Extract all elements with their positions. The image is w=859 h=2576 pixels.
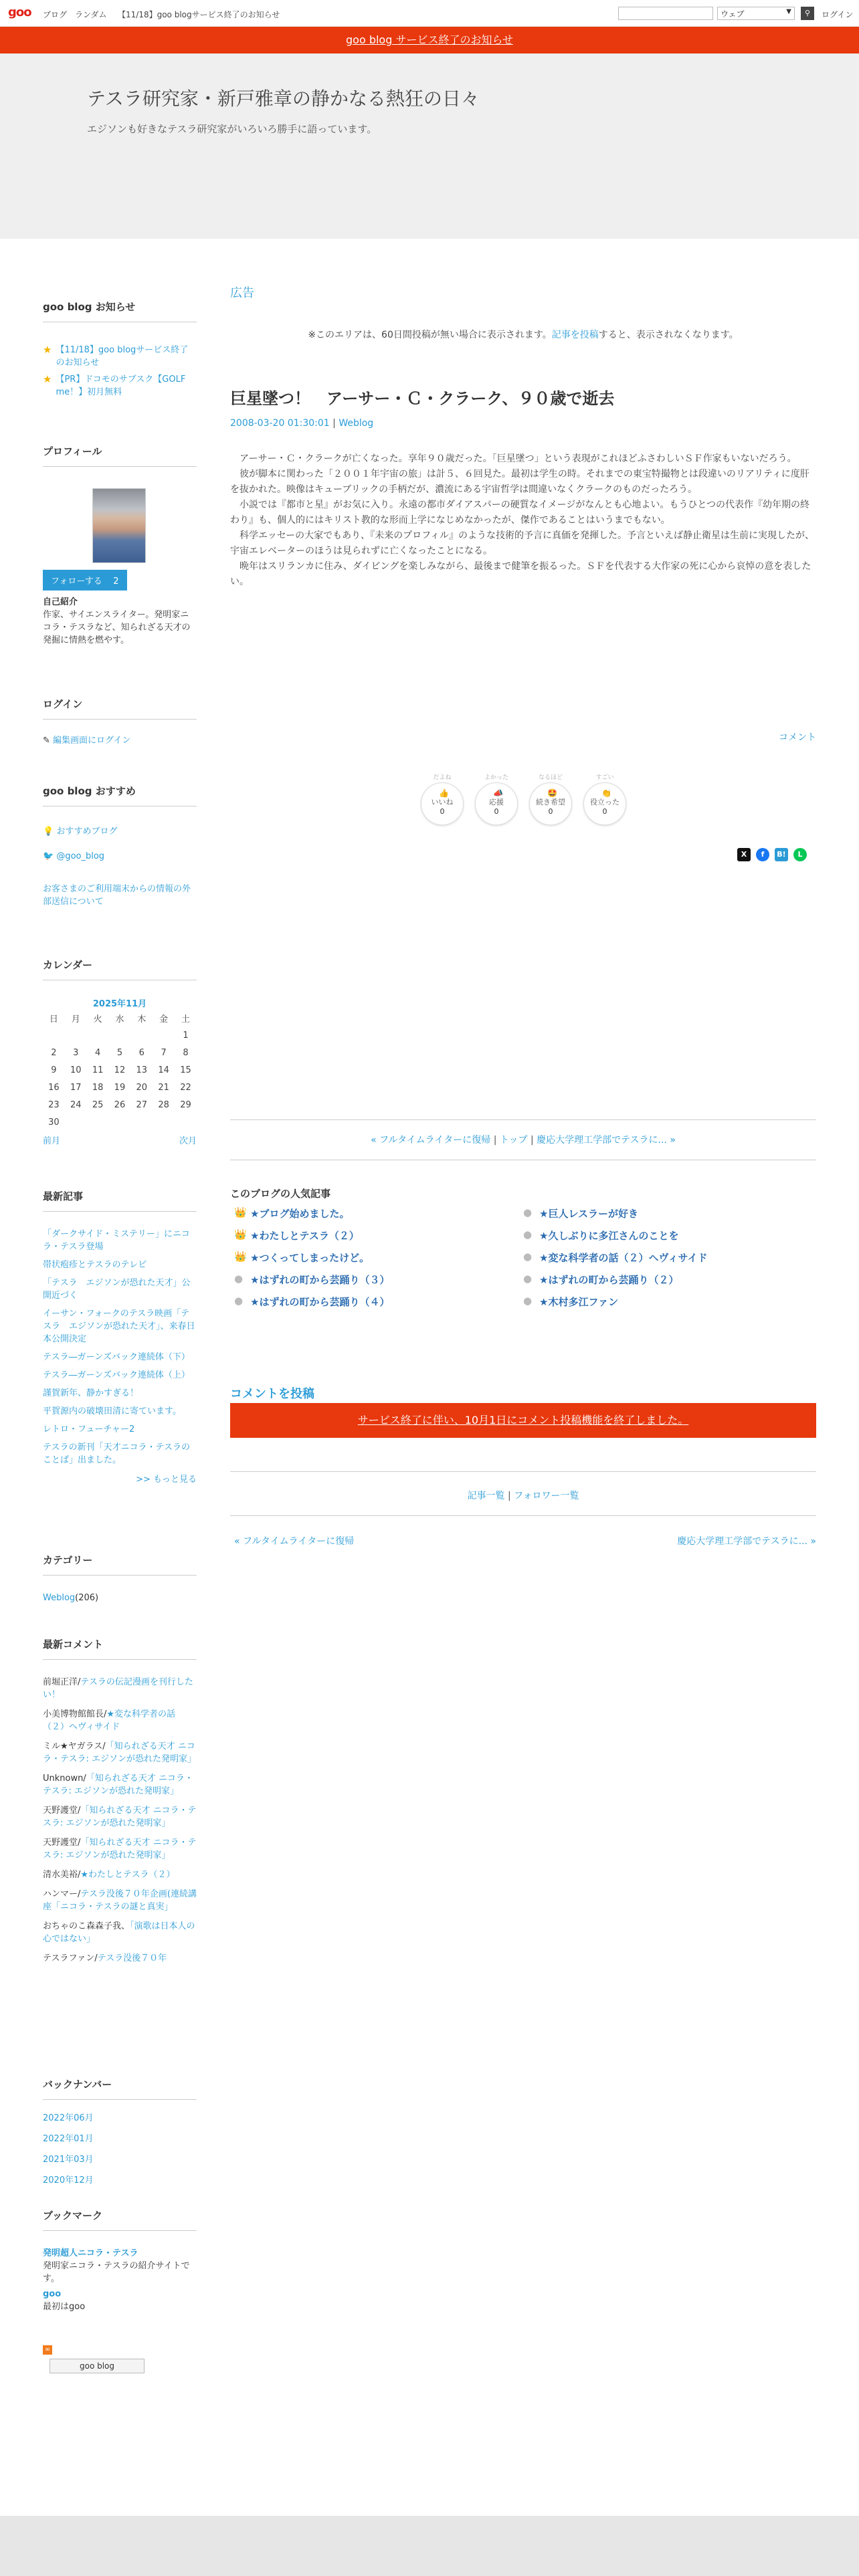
recent-post-link[interactable]: 「テスラ エジソンが恐れた天才」公開近づく	[43, 1278, 191, 1301]
article-list-link[interactable]: 記事一覧	[467, 1491, 505, 1501]
bookmark-title[interactable]: 発明超人ニコラ・テスラ	[43, 2248, 138, 2258]
recommend-blog-link[interactable]: おすすめブログ	[56, 827, 118, 837]
comment-post-link[interactable]: ★変な科学者の話（２）ヘヴィサイド	[43, 1709, 176, 1732]
lightbulb-icon: 💡	[43, 827, 54, 837]
comment-item	[43, 1888, 197, 1913]
follower-count: 2	[113, 576, 119, 586]
calendar-day: 6	[138, 1047, 145, 1058]
calendar-day: 12	[114, 1065, 126, 1075]
calendar-day: 29	[180, 1099, 191, 1110]
sidebar-bookmarks	[43, 2208, 197, 2373]
calendar-day: 30	[48, 1117, 60, 1128]
calendar-day: 9	[51, 1065, 57, 1075]
star-icon: ★	[43, 373, 52, 385]
service-end-link[interactable]: goo blog サービス終了のお知らせ	[346, 33, 513, 46]
section-heading: ログイン	[43, 697, 197, 720]
blog-header	[0, 53, 859, 239]
reaction-label: いいね	[431, 798, 454, 807]
comment-item	[43, 1836, 197, 1862]
calendar-day: 8	[183, 1047, 189, 1058]
global-topbar	[0, 0, 859, 27]
reaction-caption: なるほど	[538, 774, 563, 781]
goo-logo[interactable]: goo	[8, 5, 31, 19]
calendar-day: 16	[48, 1082, 60, 1093]
rank-dot-icon: ●	[523, 1206, 533, 1218]
comment-author: テスラファン/	[43, 1953, 98, 1963]
calendar-day	[65, 1027, 87, 1044]
nav-separator: |	[507, 1491, 511, 1501]
popular-post-link[interactable]: ★木村多江ファン	[539, 1296, 619, 1308]
calendar-day	[87, 1027, 109, 1044]
crown-bronze-icon: 👑	[234, 1251, 247, 1263]
follower-list-link[interactable]: フォロワー一覧	[514, 1491, 579, 1501]
pencil-icon: ✎	[43, 736, 50, 746]
rss-icon[interactable]: ∞	[43, 2345, 52, 2355]
external-transmission-link[interactable]: お客さまのご利用端末からの情報の外部送信について	[43, 884, 191, 907]
popular-post-link[interactable]: ★巨人レスラーが好き	[539, 1208, 638, 1220]
reaction-button[interactable]	[529, 774, 572, 825]
comment-form-heading: コメントを投稿	[230, 1387, 314, 1401]
follow-button[interactable]	[43, 570, 127, 591]
calendar-day: 17	[70, 1082, 82, 1093]
section-heading: 最新記事	[43, 1189, 197, 1212]
reaction-count: 0	[548, 807, 553, 816]
top-link[interactable]: トップ	[499, 1135, 528, 1146]
calendar-day: 25	[92, 1099, 104, 1110]
comment-item	[43, 1804, 197, 1830]
comment-post-link[interactable]: テスラの伝記漫画を刊行したい！	[43, 1677, 193, 1700]
backnumber-link[interactable]: 2020年12月	[43, 2175, 94, 2185]
calendar-day	[130, 1113, 153, 1131]
backnumber-link[interactable]: 2022年01月	[43, 2134, 94, 2144]
comment-closed-link[interactable]: サービス終了に伴い、10月1日にコメント投稿機能を終了しました。	[357, 1414, 689, 1426]
article-paragraph: 科学エッセーの大家でもあり、『未来のプロフィル』のような技術的予言に真価を発揮した。予言といえば静止衛星は生前に実現したが、宇宙エレベーターのほうは見られずに亡くなったことになる。	[230, 530, 815, 556]
ad-section	[230, 284, 816, 341]
section-heading: 最新コメント	[43, 1637, 197, 1660]
topbar-link-blog[interactable]: ブログ	[43, 10, 68, 19]
divider	[230, 1471, 816, 1472]
reaction-label: 役立った	[590, 798, 619, 807]
page-footer	[0, 2516, 859, 2576]
popular-post-link[interactable]: ★はずれの町から芸踊り（３）	[250, 1274, 390, 1286]
calendar-day: 21	[158, 1082, 169, 1093]
calendar-day	[153, 1113, 175, 1131]
calendar-day: 20	[136, 1082, 148, 1093]
rank-dot-icon: ●	[523, 1295, 533, 1307]
calendar-next-link[interactable]: 次月	[179, 1136, 197, 1146]
calendar-day: 18	[92, 1082, 104, 1093]
calendar-day: 15	[180, 1065, 191, 1075]
reaction-label: 続き希望	[536, 798, 565, 807]
comment-author: 天野護堂/	[43, 1838, 81, 1848]
calendar-day: 24	[70, 1099, 82, 1110]
comment-post-link[interactable]: 「知られざる天才 ニコラ・テスラ: エジソンが恐れた発明家」	[43, 1806, 197, 1828]
bookmark-title[interactable]: goo	[43, 2289, 62, 2299]
sidebar-calendar	[43, 958, 197, 1148]
divider	[230, 1515, 816, 1516]
sidebar-recent-comments	[43, 1637, 197, 1971]
calendar-week	[43, 1027, 197, 1044]
comment-post-link[interactable]: テスラ没後７０年	[97, 1953, 167, 1963]
prev-article-link[interactable]: « フルタイムライターに復帰	[371, 1135, 491, 1146]
sidebar-login	[43, 697, 197, 747]
nav-separator: |	[530, 1135, 534, 1146]
calendar-day: 26	[114, 1099, 126, 1110]
search-scope-value: ウェブ	[721, 9, 745, 19]
calendar-day	[43, 1027, 65, 1044]
sidebar-recommend	[43, 784, 197, 908]
comment-post-link[interactable]: 「知られざる天才 ニコラ・テスラ: エジソンが恐れた発明家」	[43, 1774, 193, 1796]
calendar-weekday: 金	[159, 1014, 169, 1025]
calendar-day	[153, 1027, 175, 1044]
article-body	[230, 451, 816, 590]
thumbs-up-icon: 👍	[439, 788, 449, 798]
calendar-day	[130, 1027, 153, 1044]
recent-post-link[interactable]: 「ダークサイド・ミステリー」にニコラ・テスラ登場	[43, 1229, 190, 1252]
calendar-day: 27	[136, 1099, 148, 1110]
popular-post-link[interactable]: ★変な科学者の話（２）ヘヴィサイド	[539, 1252, 708, 1264]
badge-label: goo blog	[79, 2361, 115, 2371]
megaphone-icon: 📣	[493, 788, 503, 798]
comment-author: 清水美裕/	[43, 1870, 81, 1880]
calendar-day: 14	[158, 1065, 169, 1075]
chevron-down-icon: ▼	[786, 8, 791, 15]
topbar-news-link[interactable]: 【11/18】goo blogサービス終了のお知らせ	[118, 10, 280, 19]
section-heading: ブックマーク	[43, 2208, 197, 2231]
sidebar-backnumber	[43, 2077, 197, 2185]
sidebar-recent-posts	[43, 1189, 197, 1486]
article-date-link[interactable]: 2008-03-20 01:30:01	[230, 418, 330, 429]
topbar-login-link[interactable]: ログイン	[822, 10, 854, 19]
comment-post-link[interactable]: 「演歌は日本人の心ではない」	[43, 1921, 195, 1944]
calendar-day: 4	[94, 1047, 101, 1058]
recent-post-link[interactable]: テスラの新刊「天才ニコラ・テスラのことば」出ました。	[43, 1442, 190, 1465]
self-intro-text: 作家、サイエンスライター。発明家ニコラ・テスラなど、知られざる天才の発掘に情熱を燃やす。	[43, 610, 191, 645]
calendar-day: 23	[48, 1099, 60, 1110]
rank-dot-icon: ●	[523, 1251, 533, 1263]
comment-item	[43, 1740, 197, 1765]
twitter-icon: 🐦	[43, 851, 54, 861]
comment-item	[43, 1676, 197, 1701]
sidebar-profile	[43, 444, 197, 647]
blog-description: エジソンも好きなテスラ研究家がいろいろ勝手に語っています。	[87, 123, 377, 135]
crown-gold-icon: 👑	[234, 1206, 247, 1218]
next-article-link[interactable]: 慶応大学理工学部でテスラに... »	[537, 1135, 676, 1146]
comment-item	[43, 1920, 197, 1945]
section-heading: goo blog お知らせ	[43, 300, 197, 322]
comment-author: 天野護堂/	[43, 1806, 81, 1816]
reaction-caption: だよね	[433, 774, 452, 781]
calendar-day: 19	[114, 1082, 126, 1093]
bookmark-desc: 発明家ニコラ・テスラの紹介サイトです。	[43, 2261, 190, 2284]
backnumber-link[interactable]: 2021年03月	[43, 2155, 94, 2165]
bookmark-desc: 最初はgoo	[43, 2302, 86, 2312]
category-count: (206)	[75, 1593, 99, 1603]
ad-heading: 広告	[230, 286, 254, 300]
article-nav	[230, 1133, 816, 1146]
comment-item	[43, 1708, 197, 1733]
section-heading: goo blog おすすめ	[43, 784, 197, 807]
notice-link[interactable]: 【PR】ドコモのサブスク【GOLF me！】初月無料	[56, 374, 186, 397]
calendar-weekday: 日	[49, 1014, 58, 1025]
ad-notice	[230, 328, 816, 341]
notice-link[interactable]: 【11/18】goo blogサービス終了のお知らせ	[56, 345, 189, 368]
more-posts-link[interactable]: >> もっと見る	[136, 1475, 197, 1485]
category-link[interactable]: Weblog	[43, 1593, 76, 1603]
comment-post-link[interactable]: テスラ没後７０年企画(連続講座「ニコラ・テスラの謎と真実」	[43, 1889, 197, 1912]
recent-post-link[interactable]: 謹賀新年、静かすぎる！	[43, 1388, 139, 1398]
reaction-button[interactable]	[421, 774, 464, 825]
calendar-day: 7	[161, 1047, 167, 1058]
recent-post-link[interactable]: テスラ―ガーンズバック連続体（下）	[43, 1352, 190, 1362]
comment-author: 前堀正洋/	[43, 1677, 81, 1687]
comment-post-link[interactable]: 「知られざる天才 ニコラ・テスラ: エジソンが恐れた発明家」	[43, 1741, 196, 1764]
article-paragraph: 小説では『都市と星』がお気に入り。永遠の都市ダイアスパーの硬質なイメージがなんとも心地よい。もうひとつの代表作『幼年期の終わり』も、個人的にはキリスト教的な形而上学になじめなかったが、傑作であることはいうまでもない。	[230, 500, 810, 526]
calendar-day	[109, 1113, 131, 1131]
calendar-day: 28	[158, 1099, 169, 1110]
article	[230, 385, 816, 590]
article-meta: 2008-03-20 01:30:01 | Weblog	[230, 418, 374, 429]
calendar-day: 22	[180, 1082, 191, 1093]
post-article-link[interactable]: 記事を投稿	[551, 330, 599, 340]
clap-icon: 👏	[601, 788, 611, 798]
calendar-week	[43, 1079, 197, 1096]
comment-post-link[interactable]: 「知られざる天才 ニコラ・テスラ: エジソンが恐れた発明家」	[43, 1838, 197, 1860]
reaction-count: 0	[602, 807, 607, 816]
avatar[interactable]	[92, 488, 146, 563]
popular-post-link[interactable]: ★はずれの町から芸踊り（４）	[250, 1296, 390, 1308]
ad-notice-text: すると、表示されなくなります。	[598, 330, 739, 340]
reaction-button[interactable]	[475, 774, 518, 825]
reaction-caption: よかった	[484, 774, 508, 781]
article-title[interactable]: 巨星墜つ！ アーサー・Ｃ・クラーク、９０歳で逝去	[230, 389, 615, 408]
line-share-icon[interactable]: L	[793, 848, 807, 861]
sidebar-notices	[43, 300, 197, 399]
calendar-week	[43, 1096, 197, 1113]
reaction-button[interactable]	[583, 774, 626, 825]
goo-blog-badge[interactable]	[50, 2359, 145, 2373]
calendar-grid	[43, 1009, 197, 1131]
calendar-weekday: 土	[181, 1014, 191, 1025]
rank-dot-icon: ●	[234, 1273, 244, 1285]
comment-author: ハンマー/	[43, 1889, 81, 1899]
sidebar-categories	[43, 1553, 197, 1604]
search-icon[interactable]: ⚲	[801, 7, 814, 20]
calendar-prev-link[interactable]: 前月	[43, 1136, 61, 1146]
calendar-week	[43, 1044, 197, 1061]
recent-post-link[interactable]: イーサン・フォークのテスラ映画「テスラ エジソンが恐れた天才」、来春日本公開決定	[43, 1309, 195, 1344]
backnumber-link[interactable]: 2022年06月	[43, 2113, 94, 2123]
comment-author: おちゃのこ森森子我、	[43, 1921, 130, 1931]
recent-post-link[interactable]: レトロ・フューチャー2	[43, 1424, 135, 1434]
star-icon: ★	[43, 344, 52, 356]
calendar-week	[43, 1061, 197, 1079]
calendar-day: 5	[116, 1047, 123, 1058]
hatena-share-icon[interactable]: B!	[775, 848, 788, 861]
calendar-day	[87, 1113, 109, 1131]
article-paragraph: 彼が脚本に関わった「２００１年宇宙の旅」は計５、６回見た。最初は学生の時。それまでの東宝特撮物とは段違いのリアリティに度肝を抜かれた。映像はキューブリックの手柄だが、濃流にある宇宙哲学は間違いなくクラークのものだったろう。	[230, 469, 809, 495]
comment-post-link[interactable]: ★わたしとテスラ（２）	[80, 1870, 175, 1880]
comment-author: Unknown/	[43, 1774, 86, 1784]
recent-post-link[interactable]: 平賀源内の破壊田清に寄ています。	[43, 1406, 181, 1416]
calendar-day	[175, 1113, 197, 1131]
divider	[230, 1119, 816, 1120]
calendar-day: 13	[136, 1065, 148, 1075]
reaction-caption: すごい	[595, 774, 614, 781]
comment-author: ミル★ヤガラス/	[43, 1741, 106, 1751]
calendar-day: 11	[92, 1065, 104, 1075]
section-heading: バックナンバー	[43, 2077, 197, 2100]
follow-label: フォローする	[51, 576, 102, 586]
bottom-prev-link[interactable]: « フルタイムライターに復帰	[234, 1536, 355, 1547]
popular-post-link[interactable]: ★つくってしまったけど。	[250, 1252, 370, 1264]
calendar-weekday: 水	[115, 1014, 124, 1025]
blog-title[interactable]: テスラ研究家・新戸雅章の静かなる熱狂の日々	[87, 88, 480, 110]
calendar-day	[109, 1027, 131, 1044]
twitter-link[interactable]: @goo_blog	[56, 851, 105, 861]
rank-dot-icon: ●	[523, 1228, 533, 1241]
section-heading: カレンダー	[43, 958, 197, 980]
calendar-month[interactable]: 2025年11月	[92, 999, 147, 1009]
article-paragraph: 晩年はスリランカに住み、ダイビングを楽しみながら、最後まで健筆を振るった。ＳＦを代表する大作家の死に心から哀悼の意を表したい。	[230, 561, 812, 587]
rank-dot-icon: ●	[523, 1273, 533, 1285]
calendar-week	[43, 1113, 197, 1131]
x-share-icon[interactable]: X	[737, 848, 751, 861]
calendar-weekday: 月	[71, 1014, 80, 1025]
search-input[interactable]	[618, 7, 713, 20]
calendar-day: 3	[73, 1047, 79, 1058]
rank-dot-icon: ●	[234, 1295, 244, 1307]
recent-post-link[interactable]: テスラ―ガーンズバック連続体（上）	[43, 1370, 190, 1380]
facebook-share-icon[interactable]: f	[756, 848, 769, 861]
nav-separator: |	[493, 1135, 497, 1146]
self-intro-heading: 自己紹介	[43, 597, 78, 607]
popular-post-link[interactable]: ★はずれの町から芸踊り（２）	[539, 1274, 679, 1286]
topbar-link-random[interactable]: ランダム	[75, 10, 107, 19]
reaction-label: 応援	[489, 798, 504, 807]
bottom-next-link[interactable]: 慶応大学理工学部でテスラに... »	[677, 1536, 816, 1547]
service-end-banner	[0, 27, 859, 53]
calendar-day: 2	[51, 1047, 57, 1058]
editor-login-link[interactable]: 編集画面にログイン	[53, 736, 131, 746]
reaction-count: 0	[494, 807, 499, 816]
calendar-weekday: 火	[93, 1014, 102, 1025]
calendar-weekday: 木	[137, 1014, 147, 1025]
star-eyes-icon: 🤩	[547, 788, 557, 798]
reaction-count: 0	[440, 807, 445, 816]
section-heading: プロフィール	[43, 444, 197, 467]
article-category-link[interactable]: Weblog	[339, 418, 374, 429]
popular-post-link[interactable]: ★ブログ始めました。	[250, 1208, 350, 1220]
article-paragraph: アーサー・Ｃ・クラークが亡くなった。享年９０歳だった。「巨星墜つ」という表現がこれほどふさわしいＳＦ作家もいないだろう。	[240, 453, 797, 464]
calendar-day	[65, 1113, 87, 1131]
calendar-day: 10	[70, 1065, 82, 1075]
comment-item	[43, 1772, 197, 1798]
comment-item	[43, 1952, 197, 1965]
comment-author: 小美博物館館長/	[43, 1709, 107, 1719]
recent-post-link[interactable]: 帯状疱疹とテスラのテレビ	[43, 1260, 147, 1270]
section-heading: カテゴリー	[43, 1553, 197, 1576]
search-scope-select[interactable]	[717, 7, 795, 20]
comment-link[interactable]: コメント	[779, 732, 816, 743]
popular-post-link[interactable]: ★わたしとテスラ（２）	[250, 1230, 359, 1242]
list-links	[230, 1489, 816, 1502]
comment-item	[43, 1868, 197, 1881]
popular-post-link[interactable]: ★久しぶりに多江さんのことを	[539, 1230, 679, 1242]
popular-heading: このブログの人気記事	[230, 1188, 331, 1200]
comment-closed-banner	[230, 1403, 816, 1438]
ad-notice-text: ※このエリアは、60日間投稿が無い場合に表示されます。	[308, 330, 552, 340]
calendar-day: 1	[183, 1030, 189, 1041]
crown-silver-icon: 👑	[234, 1228, 247, 1241]
